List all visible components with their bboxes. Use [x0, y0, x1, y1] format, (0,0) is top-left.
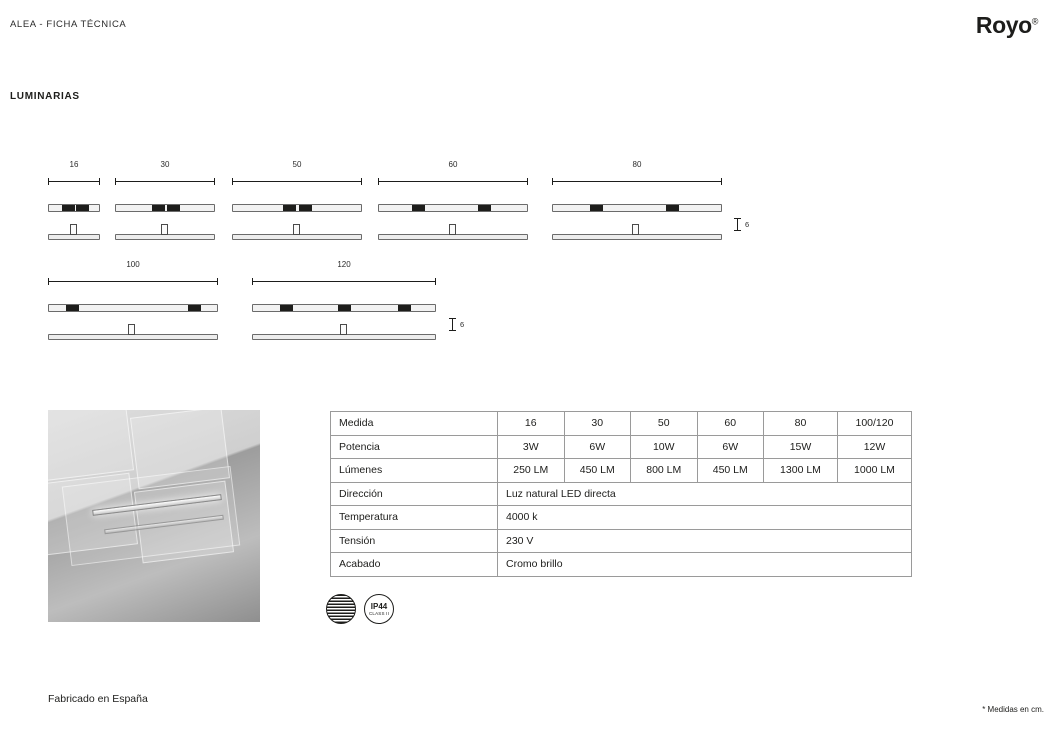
- table-row: [331, 435, 912, 459]
- brand-registered-mark: ®: [1031, 16, 1038, 27]
- cell-value: 450 LM: [564, 459, 631, 483]
- cell-value: 450 LM: [697, 459, 764, 483]
- diagram-label: 60: [448, 160, 458, 169]
- ip44-badge-icon: [364, 594, 394, 624]
- ip44-sublabel: CLASS II: [368, 610, 390, 616]
- diagram-label: 16: [69, 160, 79, 169]
- cell-value: 1300 LM: [764, 459, 838, 483]
- led-badge-icon: [326, 594, 356, 624]
- bracket-icon: [76, 205, 89, 211]
- cell-value: 80: [764, 412, 838, 436]
- cell-value: 10W: [631, 435, 698, 459]
- luminaire-plan-view: [378, 204, 528, 212]
- row-label: Potencia: [331, 435, 498, 459]
- table-row: [331, 506, 912, 530]
- dimension-line: [378, 181, 528, 182]
- bracket-icon: [590, 205, 603, 211]
- row-label: Acabado: [331, 553, 498, 577]
- row-label: Lúmenes: [331, 459, 498, 483]
- bracket-icon: [62, 205, 75, 211]
- dimension-line: [252, 281, 436, 282]
- row-label: Temperatura: [331, 506, 498, 530]
- made-in-label: Fabricado en España: [48, 693, 148, 705]
- cell-value: 4000 k: [498, 506, 912, 530]
- dimension-line: [552, 181, 722, 182]
- row-label: Tensión: [331, 529, 498, 553]
- height-bar-icon: [737, 218, 738, 231]
- cell-value: 3W: [498, 435, 565, 459]
- cell-value: 60: [697, 412, 764, 436]
- stem-icon: [632, 224, 639, 235]
- height-value: 6: [460, 320, 465, 329]
- bracket-icon: [338, 305, 351, 311]
- table-row: [331, 412, 912, 436]
- cell-value: 230 V: [498, 529, 912, 553]
- cell-value: 250 LM: [498, 459, 565, 483]
- diagram-label: 100: [126, 260, 140, 269]
- stem-icon: [449, 224, 456, 235]
- page-title: LUMINARIAS: [10, 91, 80, 102]
- units-note: * Medidas en cm.: [982, 705, 1044, 714]
- bracket-icon: [283, 205, 296, 211]
- table-row: [331, 459, 912, 483]
- diagram-label: 120: [337, 260, 351, 269]
- cell-value: Cromo brillo: [498, 553, 912, 577]
- luminaire-plan-view: [232, 204, 362, 212]
- table-row: [331, 529, 912, 553]
- cell-value: 12W: [837, 435, 911, 459]
- ip44-label: IP44: [370, 601, 388, 611]
- cell-value: 1000 LM: [837, 459, 911, 483]
- certification-badges: [326, 594, 394, 624]
- product-photo: [48, 410, 260, 622]
- dimension-line: [232, 181, 362, 182]
- bracket-icon: [280, 305, 293, 311]
- row-label: Dirección: [331, 482, 498, 506]
- table-row: [331, 553, 912, 577]
- stem-icon: [293, 224, 300, 235]
- cell-value: 50: [631, 412, 698, 436]
- brand-name: Royo: [975, 12, 1032, 38]
- document-title: ALEA - FICHA TÉCNICA: [10, 19, 127, 30]
- bracket-icon: [66, 305, 79, 311]
- stem-icon: [70, 224, 77, 235]
- bracket-icon: [478, 205, 491, 211]
- luminaire-diagrams: [0, 150, 1058, 360]
- bracket-icon: [152, 205, 165, 211]
- bracket-icon: [666, 205, 679, 211]
- cell-value: 16: [498, 412, 565, 436]
- dimension-line: [48, 281, 218, 282]
- bracket-icon: [299, 205, 312, 211]
- cell-value: 30: [564, 412, 631, 436]
- luminaire-plan-view: [115, 204, 215, 212]
- dimension-line: [115, 181, 215, 182]
- diagram-label: 80: [632, 160, 642, 169]
- cell-value: 800 LM: [631, 459, 698, 483]
- bracket-icon: [188, 305, 201, 311]
- wall-panel: [48, 410, 134, 481]
- table-row: [331, 482, 912, 506]
- stem-icon: [340, 324, 347, 335]
- cell-value: 6W: [564, 435, 631, 459]
- cell-value: 15W: [764, 435, 838, 459]
- diagram-label: 30: [160, 160, 170, 169]
- cell-value: Luz natural LED directa: [498, 482, 912, 506]
- height-value: 6: [745, 220, 750, 229]
- bracket-icon: [412, 205, 425, 211]
- bracket-icon: [167, 205, 180, 211]
- specifications-table: [330, 411, 912, 577]
- brand-logo: [976, 12, 1038, 39]
- cell-value: 6W: [697, 435, 764, 459]
- stem-icon: [161, 224, 168, 235]
- row-label: Medida: [331, 412, 498, 436]
- stem-icon: [128, 324, 135, 335]
- height-bar-icon: [452, 318, 453, 331]
- dimension-line: [48, 181, 100, 182]
- bracket-icon: [398, 305, 411, 311]
- luminaire-plan-view: [552, 204, 722, 212]
- cell-value: 100/120: [837, 412, 911, 436]
- diagram-label: 50: [292, 160, 302, 169]
